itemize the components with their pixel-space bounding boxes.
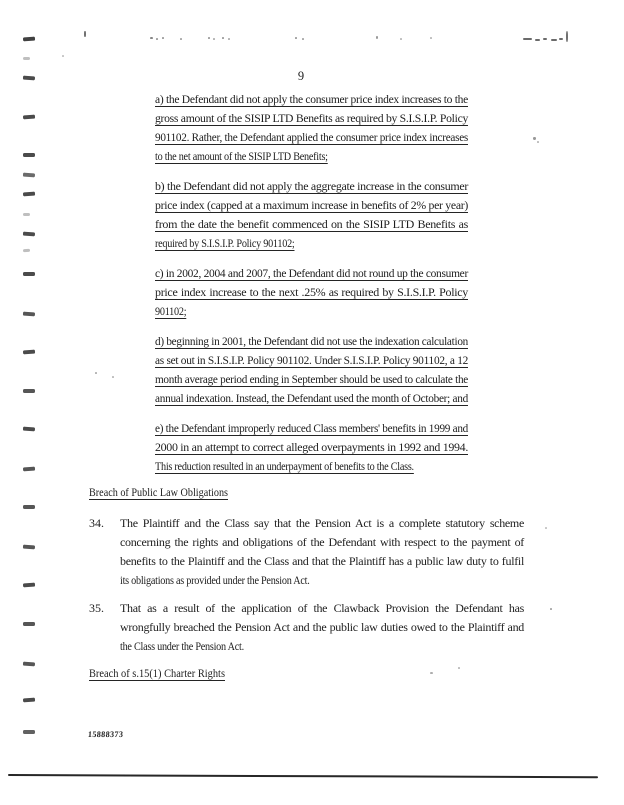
- top-scan-dash: [551, 39, 557, 41]
- heading-public-law-text: Breach of Public Law Obligations: [89, 485, 228, 499]
- text-line-content: a) the Defendant did not apply the consumer price index increases to the: [155, 92, 468, 106]
- text-line-content: c) in 2002, 2004 and 2007, the Defendant did not round up the consumer: [155, 266, 468, 280]
- scan-speck: [302, 38, 304, 40]
- subparagraph: [155, 419, 468, 476]
- text-line-content: required by S.I.S.I.P. Policy 901102;: [155, 236, 295, 250]
- text-line: [155, 264, 468, 283]
- text-line-content: The Plaintiff and the Class say that the Pension Act is a complete statutory scheme: [120, 516, 524, 530]
- heading-charter-text: Breach of s.15(1) Charter Rights: [89, 666, 225, 680]
- margin-scan-mark: [23, 153, 35, 157]
- text-line-content: e) the Defendant improperly reduced Class members' benefits in 1999 and: [155, 421, 468, 435]
- scan-speck: [458, 667, 460, 669]
- margin-scan-mark: [23, 192, 35, 196]
- margin-scan-mark: [23, 389, 35, 393]
- margin-scan-mark: [23, 272, 35, 276]
- text-line-content: price index (capped at a maximum increase in benefits of 2% per year): [155, 198, 468, 212]
- scan-speck: [222, 37, 224, 39]
- margin-scan-mark: [23, 698, 35, 702]
- text-line: [120, 533, 524, 552]
- top-scan-dash: [523, 38, 532, 40]
- scan-speck: [566, 31, 568, 42]
- heading-charter-rights: [89, 664, 246, 683]
- text-line: [155, 177, 468, 196]
- heading-public-law-obligations: [89, 483, 253, 502]
- text-line: [155, 90, 468, 109]
- scan-speck: [400, 38, 402, 40]
- scan-speck: [156, 38, 158, 40]
- scan-speck: [112, 376, 114, 378]
- scan-speck: [295, 37, 297, 39]
- subparagraph: [155, 332, 468, 408]
- text-line: [120, 599, 524, 618]
- subparagraph: [155, 90, 468, 166]
- scan-speck: [213, 38, 215, 40]
- scan-speck: [150, 37, 153, 39]
- margin-scan-mark: [23, 662, 35, 666]
- text-line-content: This reduction resulted in an underpayment of benefits to the Class.: [155, 459, 414, 473]
- margin-scan-mark: [23, 427, 35, 431]
- text-line: [155, 283, 468, 302]
- margin-scan-mark: [23, 115, 35, 119]
- text-line: [155, 457, 468, 476]
- margin-scan-mark: [23, 213, 30, 216]
- text-line-content: b) the Defendant did not apply the aggregate increase in the consumer: [155, 179, 468, 193]
- text-line-content: concerning the rights and obligations of the Defendant with respect to the payment of: [120, 535, 524, 549]
- text-line: [155, 351, 468, 370]
- margin-scan-mark: [23, 505, 35, 509]
- text-line: [155, 302, 468, 321]
- margin-scan-mark: [23, 76, 35, 80]
- text-line: [120, 618, 524, 637]
- scan-speck: [62, 55, 64, 57]
- margin-scan-mark: [23, 730, 35, 734]
- scan-speck: [550, 608, 552, 610]
- subparagraph: [155, 177, 468, 253]
- text-line-content: 2000 in an attempt to correct alleged overpayments in 1992 and 1994.: [155, 440, 468, 454]
- text-line-content: the Class under the Pension Act.: [120, 639, 244, 653]
- text-line: [155, 370, 468, 389]
- text-line: [155, 147, 468, 166]
- paragraph-number: 34.: [89, 516, 104, 530]
- margin-scan-mark: [23, 545, 35, 549]
- text-line-content: benefits to the Plaintiff and the Class and that the Plaintiff has a public law duty to fulfil: [120, 554, 524, 568]
- numbered-paragraph: [89, 599, 524, 656]
- text-line: [120, 552, 524, 571]
- margin-scan-mark: [23, 312, 35, 316]
- numbered-paragraph-list: [89, 514, 524, 663]
- text-line-content: month average period ending in September should be used to calculate the: [155, 372, 468, 386]
- margin-scan-mark: [23, 467, 35, 471]
- text-line: [120, 514, 524, 533]
- text-line: [155, 196, 468, 215]
- margin-scan-mark: [23, 57, 30, 60]
- text-line-content: That as a result of the application of the Clawback Provision the Defendant has: [120, 601, 524, 615]
- scan-speck: [533, 137, 536, 140]
- document-id-number: 15888373: [87, 729, 124, 739]
- text-line-content: annual indexation. Instead, the Defendant used the month of October; and: [155, 391, 468, 405]
- margin-scan-mark: [23, 350, 35, 354]
- text-line: [155, 234, 468, 253]
- text-line: [155, 389, 468, 408]
- text-line: [120, 571, 524, 590]
- subparagraph-list: [155, 90, 468, 487]
- text-line: [155, 128, 468, 147]
- scan-speck: [537, 141, 539, 143]
- text-line: [155, 109, 468, 128]
- scan-speck: [95, 372, 97, 374]
- scan-speck: [84, 31, 86, 37]
- scan-speck: [162, 37, 164, 39]
- text-line-content: d) beginning in 2001, the Defendant did not use the indexation calculation: [155, 334, 468, 348]
- page-number: 9: [297, 69, 305, 83]
- bottom-scan-line: [8, 774, 598, 779]
- top-scan-dash: [535, 39, 540, 41]
- scan-speck: [430, 37, 432, 39]
- scan-speck: [545, 527, 547, 529]
- scan-speck: [376, 36, 378, 39]
- margin-scan-mark: [23, 37, 35, 41]
- margin-scan-mark: [23, 622, 35, 626]
- numbered-paragraph: [89, 514, 524, 590]
- scan-speck: [228, 38, 230, 40]
- margin-scan-mark: [23, 232, 35, 236]
- top-scan-dash: [543, 38, 547, 40]
- margin-scan-mark: [23, 173, 35, 177]
- scan-speck: [208, 37, 210, 39]
- text-line-content: to the net amount of the SISIP LTD Benefits;: [155, 149, 328, 163]
- text-line: [155, 332, 468, 351]
- subparagraph: [155, 264, 468, 321]
- scan-speck: [430, 672, 433, 674]
- margin-scan-mark: [23, 249, 30, 252]
- scan-speck: [180, 38, 182, 40]
- text-line: [120, 637, 524, 656]
- paragraph-number: 35.: [89, 601, 104, 615]
- text-line-content: gross amount of the SISIP LTD Benefits as required by S.I.S.I.P. Policy: [155, 111, 468, 125]
- text-line-content: 901102;: [155, 304, 187, 318]
- text-line: [155, 215, 468, 234]
- text-line-content: as set out in S.I.S.I.P. Policy 901102. Under S.I.S.I.P. Policy 901102, a 12: [155, 353, 468, 367]
- text-line-content: wrongfully breached the Pension Act and the public law duties owed to the Plaintiff and: [120, 620, 524, 634]
- text-line-content: 901102. Rather, the Defendant applied the consumer price index increases: [155, 130, 468, 144]
- margin-scan-mark: [23, 583, 35, 587]
- text-line: [155, 438, 468, 457]
- text-line: [155, 419, 468, 438]
- text-line-content: from the date the benefit commenced on the SISIP LTD Benefits as: [155, 217, 468, 231]
- text-line-content: its obligations as provided under the Pension Act.: [120, 573, 310, 587]
- text-line-content: price index increase to the next .25% as required by S.I.S.I.P. Policy: [155, 285, 468, 299]
- top-scan-dash: [559, 38, 563, 40]
